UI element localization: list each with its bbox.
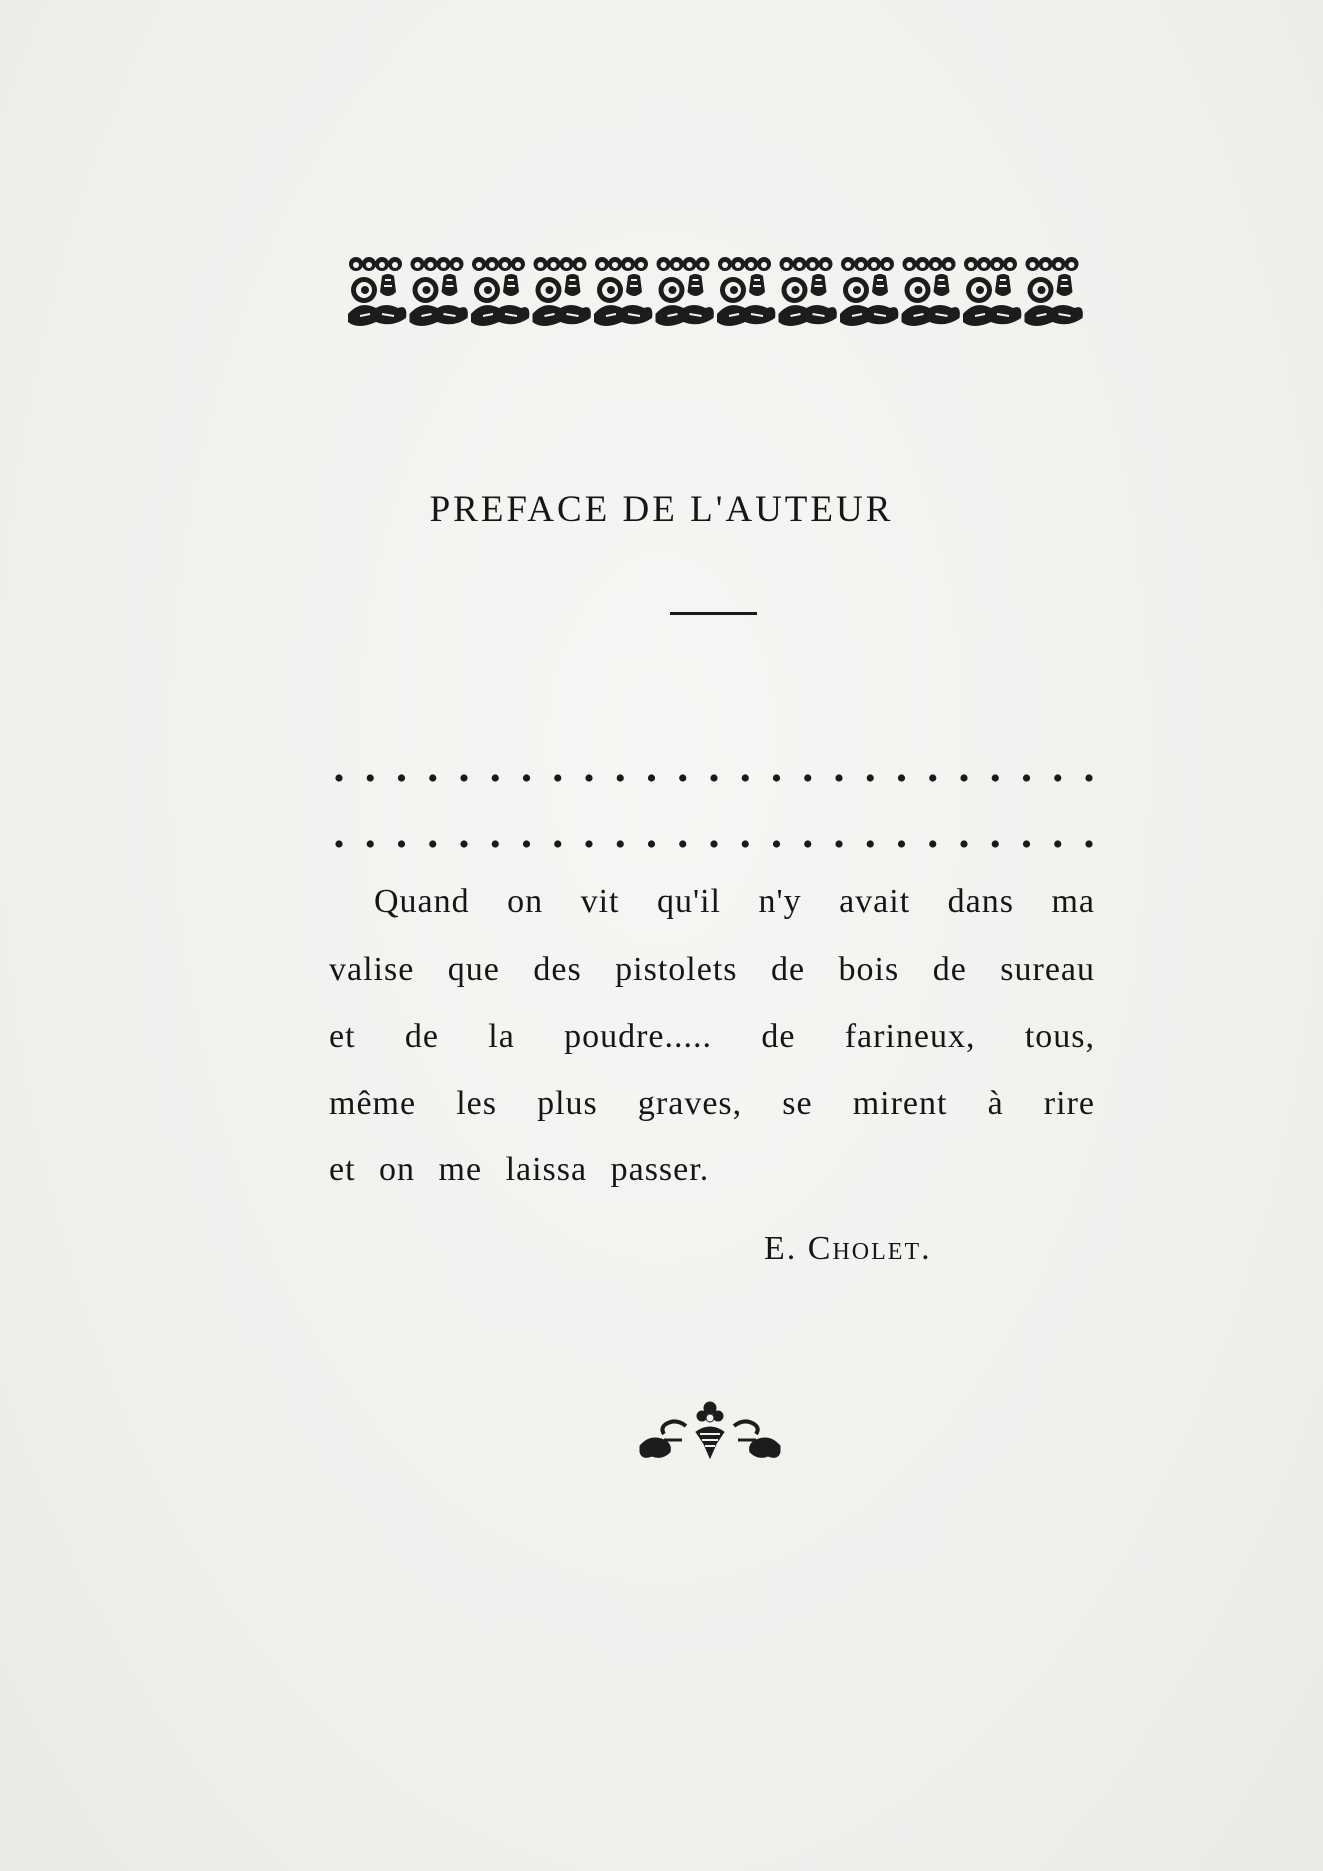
body-line: Quand on vit qu'il n'y avait dans ma (374, 883, 1095, 920)
author-initial: E. (764, 1230, 798, 1267)
floral-fleuron-icon (636, 1396, 784, 1474)
page-title: PREFACE DE L'AUTEUR (429, 489, 894, 530)
ellipsis-row-1 (333, 771, 1095, 785)
ellipsis-row-2 (333, 837, 1095, 851)
body-line: et on me laissa passer. (329, 1151, 710, 1188)
author-signature (764, 1230, 932, 1268)
floral-band-icon (346, 252, 1084, 332)
author-surname: Cholet. (807, 1230, 932, 1267)
body-line: et de la poudre..... de farineux, tous, (329, 1018, 1095, 1055)
body-line: même les plus graves, se mirent à rire (329, 1085, 1095, 1122)
title-rule (670, 612, 757, 615)
body-line: valise que des pistolets de bois de sureau (329, 951, 1095, 988)
